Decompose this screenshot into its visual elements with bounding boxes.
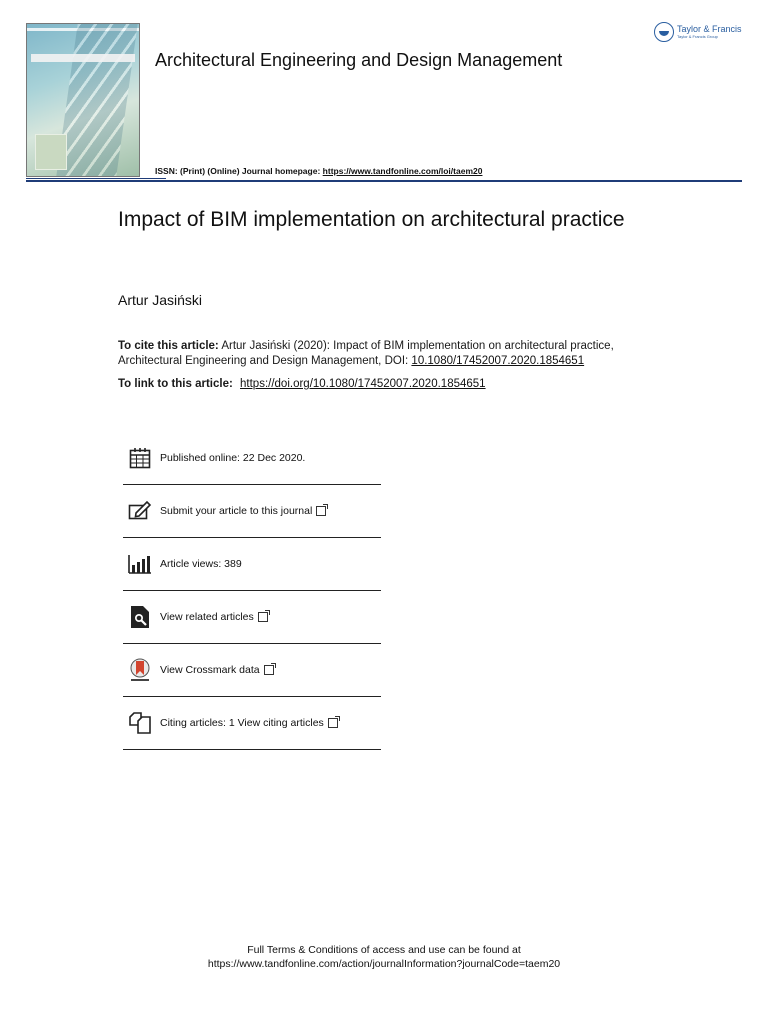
journal-homepage-link[interactable]: https://www.tandfonline.com/loi/taem20 — [322, 166, 483, 176]
issn-prefix: ISSN: (Print) (Online) Journal homepage: — [155, 166, 321, 176]
cite-text: Artur Jasiński (2020): Impact of BIM implementation on architectural practice, Architectural Engineering and Design Management, DOI: — [118, 340, 614, 367]
info-published — [123, 432, 381, 485]
info-crossmark-text[interactable]: View Crossmark data — [160, 664, 274, 676]
header-rule-thin — [26, 178, 166, 179]
cite-label: To cite this article: — [118, 340, 219, 352]
journal-title: Architectural Engineering and Design Management — [155, 50, 563, 70]
taylor-francis-logo-icon — [654, 22, 674, 42]
footer-terms — [0, 943, 768, 971]
info-citing-text[interactable]: Citing articles: 1 View citing articles — [160, 717, 338, 729]
external-link-icon — [258, 612, 268, 622]
publisher-name: Taylor & Francis — [677, 24, 742, 34]
issn-line — [155, 166, 482, 176]
footer-terms-link[interactable]: https://www.tandfonline.com/action/journalInformation?journalCode=taem20 — [207, 958, 561, 970]
citation-block — [118, 339, 678, 369]
crossmark-icon — [127, 657, 153, 683]
bar-chart-icon — [127, 551, 153, 577]
journal-cover-image — [26, 23, 140, 177]
edit-icon — [127, 498, 153, 524]
article-info-list — [123, 432, 381, 750]
external-link-icon — [264, 665, 274, 675]
citing-articles-icon — [127, 710, 153, 736]
calendar-icon — [127, 445, 153, 471]
info-published-text: Published online: 22 Dec 2020. — [160, 452, 306, 464]
info-related[interactable] — [123, 591, 381, 644]
info-submit-text[interactable]: Submit your article to this journal — [160, 505, 326, 517]
link-label: To link to this article: — [118, 378, 233, 390]
external-link-icon — [316, 506, 326, 516]
info-crossmark[interactable] — [123, 644, 381, 697]
cite-doi-link[interactable]: 10.1080/17452007.2020.1854651 — [411, 355, 585, 367]
info-related-text[interactable]: View related articles — [160, 611, 268, 623]
external-link-icon — [328, 718, 338, 728]
publisher-logo[interactable] — [654, 22, 742, 42]
search-document-icon — [127, 604, 153, 630]
info-citing[interactable] — [123, 697, 381, 750]
header-rule — [26, 180, 742, 182]
info-views-text: Article views: 389 — [160, 558, 242, 570]
info-views — [123, 538, 381, 591]
article-link-block — [118, 378, 486, 390]
publisher-sub: Taylor & Francis Group — [677, 34, 718, 39]
info-submit[interactable] — [123, 485, 381, 538]
article-author: Artur Jasiński — [118, 292, 203, 308]
article-doi-link[interactable]: https://doi.org/10.1080/17452007.2020.1854651 — [240, 378, 486, 390]
footer-line-1: Full Terms & Conditions of access and use can be found at — [247, 944, 521, 956]
article-title: Impact of BIM implementation on architectural practice — [118, 208, 625, 231]
